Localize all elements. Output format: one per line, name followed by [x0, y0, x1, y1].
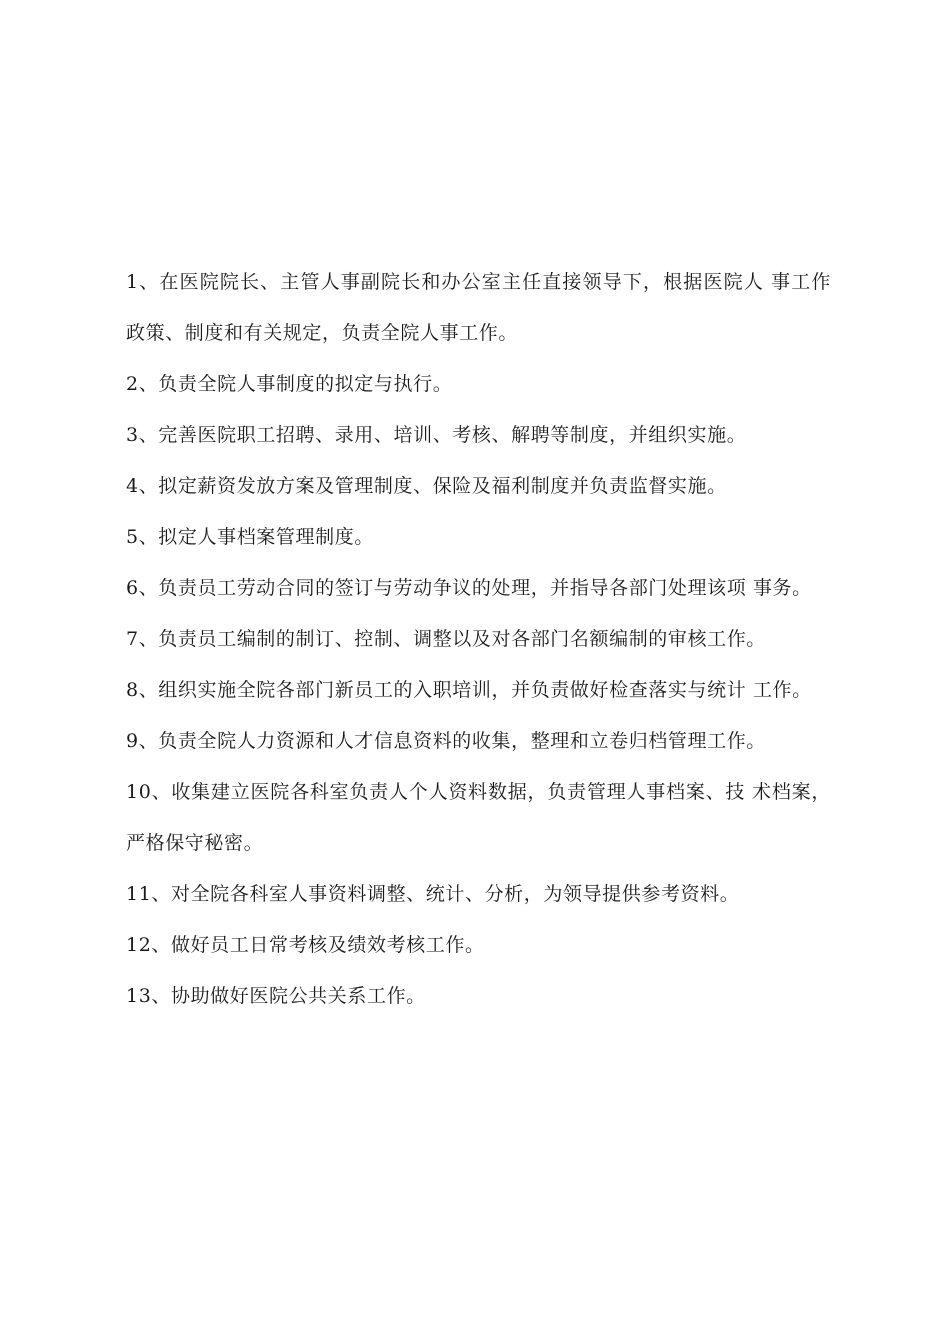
- list-item: [126, 257, 831, 359]
- item-number: 10、: [126, 781, 172, 803]
- list-item: [126, 971, 831, 1022]
- item-text: 拟定人事档案管理制度。: [158, 526, 374, 548]
- duty-list: [126, 257, 831, 1022]
- item-text: 拟定薪资发放方案及管理制度、保险及福利制度并负责监督实施。: [158, 475, 727, 497]
- item-text: 组织实施全院各部门新员工的入职培训，并负责做好检查落实与统计 工作。: [158, 679, 812, 701]
- item-text: 负责员工编制的制订、控制、调整以及对各部门名额编制的审核工作。: [158, 628, 766, 650]
- list-item: [126, 410, 831, 461]
- list-item: [126, 563, 831, 614]
- item-number: 3、: [126, 424, 159, 446]
- item-text: 做好员工日常考核及绩效考核工作。: [170, 934, 485, 956]
- item-text: 完善医院职工招聘、录用、培训、考核、解聘等制度，并组织实施。: [158, 424, 747, 446]
- item-number: 4、: [126, 475, 159, 497]
- list-item: [126, 461, 831, 512]
- list-item: [126, 614, 831, 665]
- item-number: 8、: [126, 679, 159, 701]
- list-item: [126, 512, 831, 563]
- list-item: [126, 869, 831, 920]
- item-number: 1、: [126, 271, 160, 293]
- item-text: 负责全院人事制度的拟定与执行。: [158, 373, 453, 395]
- item-text: 对全院各科室人事资料调整、统计、分析，为领导提供参考资料。: [170, 883, 740, 905]
- item-number: 12、: [126, 934, 171, 956]
- item-number: 13、: [126, 985, 171, 1007]
- item-text: 协助做好医院公共关系工作。: [170, 985, 426, 1007]
- item-number: 2、: [126, 373, 159, 395]
- item-number: 7、: [126, 628, 159, 650]
- list-item: [126, 767, 831, 869]
- list-item: [126, 920, 831, 971]
- item-text: 负责全院人力资源和人才信息资料的收集，整理和立卷归档管理工作。: [158, 730, 766, 752]
- item-number: 6、: [126, 577, 159, 599]
- item-text: 在医院院长、主管人事副院长和办公室主任直接领导下，根据医院人 事工作政策、制度和有关规定，负责全院人事工作。: [126, 271, 831, 344]
- item-number: 11、: [126, 883, 171, 905]
- list-item: [126, 665, 831, 716]
- item-number: 9、: [126, 730, 159, 752]
- list-item: [126, 359, 831, 410]
- item-text: 负责员工劳动合同的签订与劳动争议的处理，并指导各部门处理该项 事务。: [158, 577, 812, 599]
- list-item: [126, 716, 831, 767]
- item-number: 5、: [126, 526, 159, 548]
- item-text: 收集建立医院各科室负责人个人资料数据，负责管理人事档案、技 术档案，严格保守秘密。: [126, 781, 831, 854]
